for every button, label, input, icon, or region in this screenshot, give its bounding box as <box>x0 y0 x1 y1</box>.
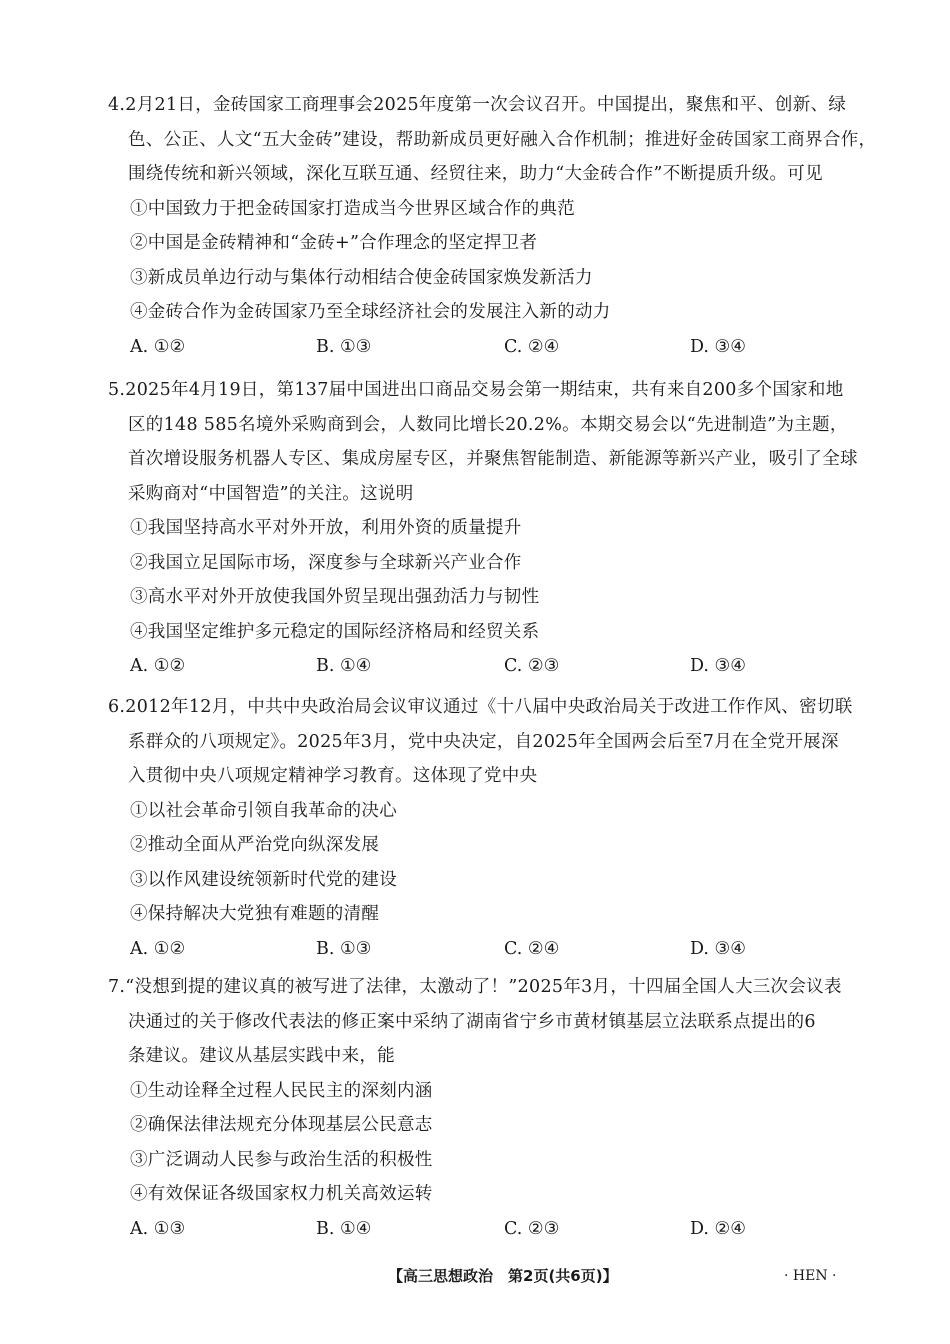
question-stem-line: 系群众的八项规定》。2025年3月，党中央决定，自2025年全国两会后至7月在全党开展深 <box>128 731 839 752</box>
question-stem-line: 4.2月21日，金砖国家工商理事会2025年度第一次会议召开。中国提出，聚焦和平、创新、绿 <box>108 95 847 115</box>
question-6 <box>108 690 858 966</box>
question-stem-line: 区的148 585名境外采购商到会，人数同比增长20.2%。本期交易会以“先进制造”为主题， <box>128 414 848 435</box>
statement-option-4: ④金砖合作为金砖国家乃至全球经济社会的发展注入新的动力 <box>130 302 611 322</box>
statement-option-1: ①以社会革命引领自我革命的决心 <box>130 800 397 821</box>
question-5 <box>108 373 858 684</box>
choice-d: D. ③④ <box>690 336 746 357</box>
statement-option-3: ③以作风建设统领新时代党的建设 <box>130 869 397 890</box>
question-stem-line: 条建议。建议从基层实践中来，能 <box>128 1046 395 1066</box>
choice-d: D. ②④ <box>690 1218 746 1239</box>
statement-option-2: ②确保法律法规充分体现基层公民意志 <box>130 1115 433 1135</box>
question-stem-line: 采购商对“中国智造”的关注。这说明 <box>128 483 414 504</box>
choice-a: A. ①② <box>130 656 186 676</box>
question-stem-line: 7.“没想到提的建议真的被写进了法律，太激动了！”2025年3月，十四届全国人大三次会议表 <box>108 977 842 997</box>
choice-c: C. ②④ <box>504 336 560 357</box>
choice-b: B. ①④ <box>316 656 372 676</box>
footer-page-info: 【高三思想政治 第2页(共6页)】 <box>388 1267 618 1285</box>
question-stem-line: 6.2012年12月，中共中央政治局会议审议通过《十八届中央政治局关于改进工作作风、密切联 <box>108 697 853 717</box>
choice-d: D. ③④ <box>690 656 746 676</box>
answer-choices <box>108 649 858 684</box>
statement-option-1: ①我国坚持高水平对外开放，利用外资的质量提升 <box>130 518 522 538</box>
choice-c: C. ②③ <box>504 656 560 676</box>
page-footer <box>0 1262 950 1290</box>
statement-option-4: ④保持解决大党独有难题的清醒 <box>130 904 380 924</box>
statement-option-4: ④我国坚定维护多元稳定的国际经济格局和经贸关系 <box>130 621 540 642</box>
answer-choices <box>108 932 858 967</box>
statement-option-3: ③新成员单边行动与集体行动相结合使金砖国家焕发新活力 <box>130 267 593 288</box>
statement-option-4: ④有效保证各级国家权力机关高效运转 <box>130 1184 433 1204</box>
question-stem-line: 决通过的关于修改代表法的修正案中采纳了湖南省宁乡市黄材镇基层立法联系点提出的6 <box>128 1011 816 1032</box>
question-stem-line: 围绕传统和新兴领域，深化互联互通、经贸往来，助力“大金砖合作”不断提质升级。可见 <box>128 164 823 184</box>
question-stem-line: 色、公正、人文“五大金砖”建设，帮助新成员更好融入合作机制；推进好金砖国家工商界合作， <box>128 129 877 150</box>
answer-choices <box>108 1212 858 1247</box>
question-stem-line: 5.2025年4月19日，第137届中国进出口商品交易会第一期结束，共有来自200多个国家和地 <box>108 380 844 400</box>
choice-c: C. ②③ <box>504 1218 560 1239</box>
choice-a: A. ①② <box>130 938 186 959</box>
statement-option-3: ③高水平对外开放使我国外贸呈现出强劲活力与韧性 <box>130 587 540 607</box>
choice-a: A. ①③ <box>130 1218 186 1239</box>
footer-region-code: · HEN · <box>784 1268 837 1284</box>
choice-b: B. ①④ <box>316 1218 372 1239</box>
choice-b: B. ①③ <box>316 938 372 959</box>
question-4 <box>108 88 877 364</box>
statement-option-2: ②推动全面从严治党向纵深发展 <box>130 835 380 855</box>
statement-option-1: ①生动诠释全过程人民民主的深刻内涵 <box>130 1080 433 1101</box>
question-7 <box>108 970 858 1246</box>
statement-option-3: ③广泛调动人民参与政治生活的积极性 <box>130 1149 433 1170</box>
choice-c: C. ②④ <box>504 938 560 959</box>
statement-option-2: ②我国立足国际市场，深度参与全球新兴产业合作 <box>130 552 522 573</box>
answer-choices <box>108 330 858 365</box>
statement-option-2: ②中国是金砖精神和“金砖+”合作理念的坚定捍卫者 <box>130 233 538 253</box>
choice-d: D. ③④ <box>690 938 746 959</box>
choice-b: B. ①③ <box>316 336 372 357</box>
question-stem-line: 首次增设服务机器人专区、集成房屋专区，并聚焦智能制造、新能源等新兴产业，吸引了全球 <box>128 449 858 469</box>
choice-a: A. ①② <box>130 336 186 357</box>
question-stem-line: 入贯彻中央八项规定精神学习教育。这体现了党中央 <box>128 766 538 786</box>
statement-option-1: ①中国致力于把金砖国家打造成当今世界区域合作的典范 <box>130 198 575 219</box>
